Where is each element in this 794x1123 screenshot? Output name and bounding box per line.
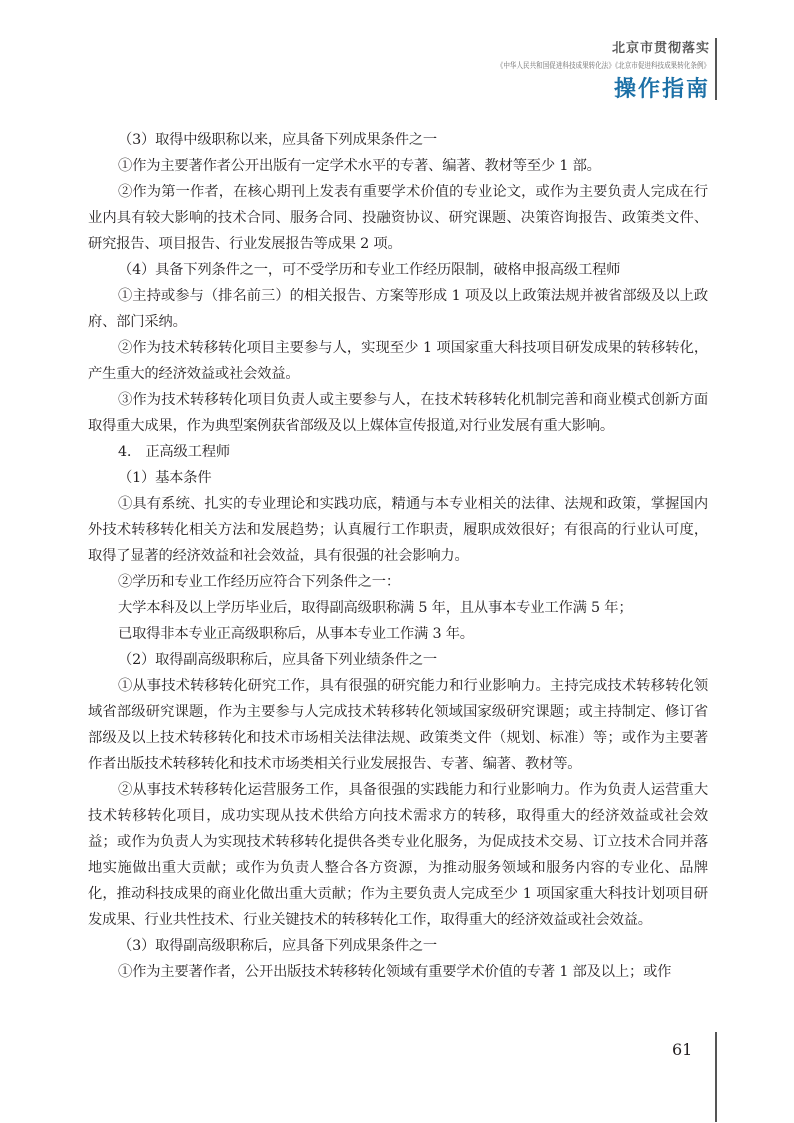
paragraph: ②从事技术转移转化运营服务工作，具备很强的实践能力和行业影响力。作为负责人运营重大技术转移转化项目，成功实现从技术供给方向技术需求方的转移，取得重大的经济效益或社会效益；或作为负责人为实现技术转移转化提供各类专业化服务，为促成技术交易、订立技术合同并落地实施做出重大贡献；或作为负责人整合各方资源，为推动服务领域和服务内容的专业化、品牌化，推动科技成果的商业化做出重大贡献；作为主要负责人完成至少 1 项国家重大科技计划项目研发成果、行业共性技术、行业关键技术的转移转化工作，取得重大的经济效益或社会效益。 — [88, 782, 708, 928]
paragraph: ②作为技术转移转化项目主要参与人，实现至少 1 项国家重大科技项目研发成果的转移转化，产生重大的经济效益或社会效益。 — [88, 340, 708, 382]
paragraph: （2）取得副高级职称后，应具备下列业绩条件之一 — [118, 652, 438, 668]
page-number: 61 — [672, 1040, 693, 1059]
paragraph: ②作为第一作者，在核心期刊上发表有重要学术价值的专业论文，或作为主要负责人完成在行业内具有较大影响的技术合同、服务合同、投融资协议、研究课题、决策咨询报告、政策类文件、研究报告、项目报告、行业发展报告等成果 2 项。 — [88, 184, 708, 252]
paragraph: ①作为主要著作者公开出版有一定学术水平的专著、编著、教材等至少 1 部。 — [118, 158, 601, 174]
paragraph: 已取得非本专业正高级职称后，从事本专业工作满 3 年。 — [118, 626, 474, 642]
page-header — [450, 37, 710, 103]
paragraph: ②学历和专业工作经历应符合下列条件之一： — [118, 574, 400, 590]
footer-vertical-rule — [715, 1032, 717, 1122]
header-guide-title: 操作指南 — [613, 77, 710, 102]
paragraph: ①主持或参与（排名前三）的相关报告、方案等形成 1 项及以上政策法规并被省部级及以上政府、部门采纳。 — [88, 288, 708, 330]
body-text — [88, 127, 708, 985]
paragraph: ①从事技术转移转化研究工作，具有很强的研究能力和行业影响力。主持完成技术转移转化领域省部级研究课题，作为主要参与人完成技术转移转化领域国家级研究课题；或主持制定、修订省部级及以上技术转移转化和技术市场相关法律法规、政策类文件（规划、标准）等；或作为主要著作者出版技术转移转化和技术市场类相关行业发展报告、专著、编著、教材等。 — [88, 678, 708, 772]
header-title: 北京市贯彻落实 — [611, 41, 710, 56]
paragraph: ③作为技术转移转化项目负责人或主要参与人，在技术转移转化机制完善和商业模式创新方面取得重大成果，作为典型案例获省部级及以上媒体宣传报道,对行业发展有重大影响。 — [88, 392, 708, 434]
header-subtitle: 《中华人民共和国促进科技成果转化法》《北京市促进科技成果转化条例》 — [496, 61, 710, 70]
paragraph: （1）基本条件 — [118, 470, 212, 486]
paragraph: ①作为主要著作者，公开出版技术转移转化领域有重要学术价值的专著 1 部及以上；或作 — [118, 964, 672, 980]
header-vertical-rule — [715, 38, 717, 100]
section-heading: 4. 正高级工程师 — [118, 444, 230, 460]
paragraph: ①具有系统、扎实的专业理论和实践功底，精通与本专业相关的法律、法规和政策，掌握国内外技术转移转化相关方法和发展趋势；认真履行工作职责，履职成效很好；有很高的行业认可度，取得了显著的经济效益和社会效益，具有很强的社会影响力。 — [88, 496, 708, 564]
paragraph: （3）取得副高级职称后，应具备下列成果条件之一 — [118, 938, 438, 954]
paragraph: 大学本科及以上学历毕业后，取得副高级职称满 5 年，且从事本专业工作满 5 年； — [118, 600, 633, 616]
paragraph: （4）具备下列条件之一，可不受学历和专业工作经历限制，破格申报高级工程师 — [118, 262, 621, 278]
paragraph: （3）取得中级职称以来，应具备下列成果条件之一 — [118, 132, 438, 148]
